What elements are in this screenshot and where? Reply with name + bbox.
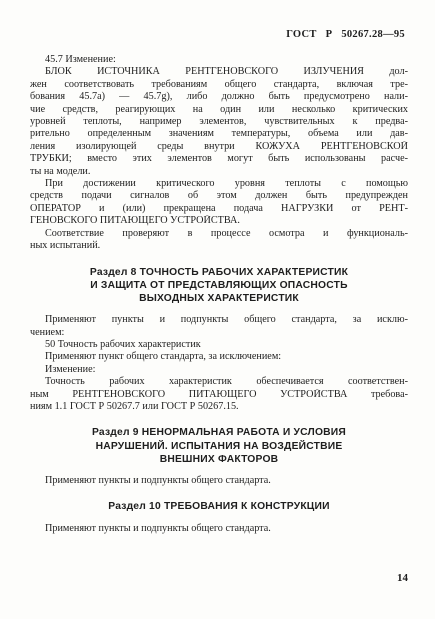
text-line: Применяют пункты и подпункты общего стандарта. [45, 474, 271, 486]
text-line: чие средств, реагирующих на один или несколько критических [30, 103, 408, 115]
text-line: ным РЕНТГЕНОВСКОГО ПИТАЮЩЕГО УСТРОЙСТВА требова- [30, 388, 408, 400]
text-line: ниям 1.1 ГОСТ Р 50267.7 или ГОСТ Р 50267.15. [30, 400, 239, 412]
text-line: ления изолирующей среды внутри КОЖУХА РЕНТГЕНОВСКОЙ [30, 140, 408, 152]
section-9-heading-line-2: НАРУШЕНИЙ. ИСПЫТАНИЯ НА ВОЗДЕЙСТВИЕ [95, 440, 343, 452]
header-standard: ГОСТ [286, 29, 317, 40]
text-line: средств подачи сигналов об этом должен быть предупрежден [30, 190, 408, 202]
text-line: чением: [30, 326, 65, 338]
text-line: ТРУБКИ; вместо этих элементов могут быть использованы расче- [30, 153, 408, 165]
section-9-heading: Раздел 9 НЕНОРМАЛЬНАЯ РАБОТА И УСЛОВИЯ [91, 427, 346, 439]
page-number: 14 [397, 572, 408, 584]
text-line: ты на модели. [30, 165, 91, 177]
section-8-heading-line-2: И ЗАЩИТА ОТ ПРЕДСТАВЛЯЮЩИХ ОПАСНОСТЬ [90, 279, 348, 291]
text-line: ОПЕРАТОР и (или) прекращена подача НАГРУЗКИ от РЕНТ- [30, 202, 408, 214]
section-8-heading: Раздел 8 ТОЧНОСТЬ РАБОЧИХ ХАРАКТЕРИСТИК [89, 266, 349, 278]
text-line: Применяют пункт общего стандарта, за исключением: [45, 351, 282, 363]
page-header [280, 29, 405, 40]
text-line: БЛОК ИСТОЧНИКА РЕНТГЕНОВСКОГО ИЗЛУЧЕНИЯ дол- [45, 66, 408, 78]
text-line: уровней теплоты, например элементов, чувствительных к предва- [30, 116, 408, 128]
text-line: Точность рабочих характеристик обеспечивается соответствен- [45, 376, 408, 388]
text-line: ГЕНОВСКОГО ПИТАЮЩЕГО УСТРОЙСТВА. [30, 215, 240, 227]
text-line: Применяют пункты и подпункты общего стандарта, за исклю- [45, 314, 408, 326]
section-9-heading-line-3: ВНЕШНИХ ФАКТОРОВ [159, 453, 279, 465]
header-prefix: Р [325, 29, 333, 40]
header-number: 50267.28—95 [341, 29, 405, 40]
section-10-heading: Раздел 10 ТРЕБОВАНИЯ К КОНСТРУКЦИИ [108, 501, 330, 513]
text-line: жен соответствовать требованиям общего стандарта, включая тре- [30, 78, 408, 90]
section-8-heading-line-3: ВЫХОДНЫХ ХАРАКТЕРИСТИК [139, 292, 299, 304]
text-line: бования 45.7а) — 45.7g), либо должно быть предусмотрено нали- [30, 91, 408, 103]
text-line: Применяют пункты и подпункты общего стандарта. [45, 522, 271, 534]
document-body [30, 54, 408, 535]
text-line: Соответствие проверяют в процессе осмотра и функциональ- [45, 227, 408, 239]
clause-50-title: 50 Точность рабочих характеристик [45, 338, 201, 350]
text-line: рительно определенным значениям температуры, объема или дав- [30, 128, 408, 140]
text-line: ных испытаний. [30, 240, 101, 252]
clause-45-7-title: 45.7 Изменение: [45, 54, 116, 65]
text-line: При достижении критического уровня теплоты с помощью [45, 178, 408, 190]
text-line: Изменение: [45, 363, 96, 375]
